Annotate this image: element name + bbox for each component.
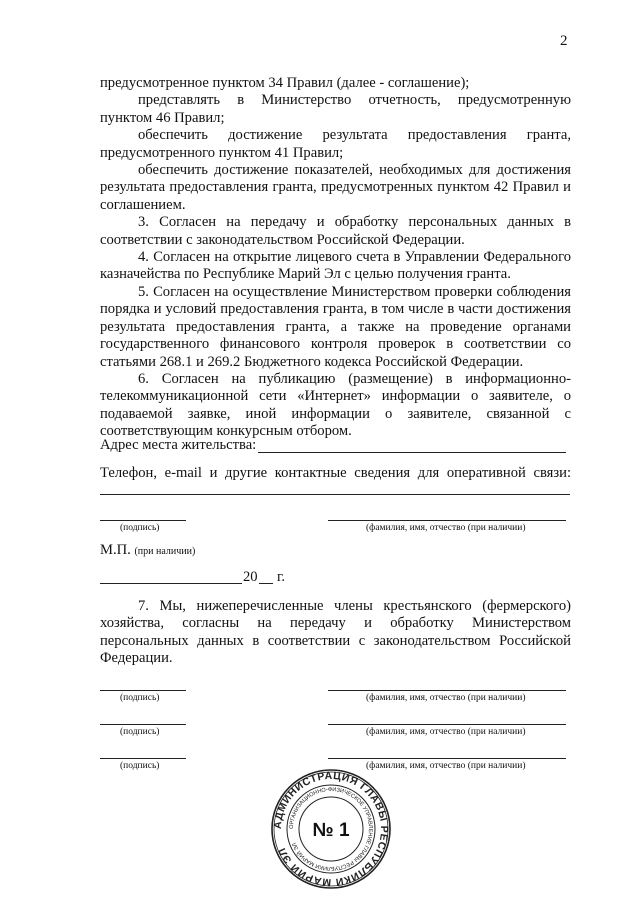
- signature-caption: (подпись): [120, 693, 160, 703]
- paragraph-7-block: [100, 598, 571, 668]
- date-suffix: г.: [277, 569, 285, 585]
- mp-note: (при наличии): [134, 546, 196, 557]
- paragraph: 4. Согласен на открытие лицевого счета в Управлении Федерального казначейства по Республике Марий Эл с целью получения гранта.: [100, 249, 571, 283]
- signature-line[interactable]: [100, 724, 186, 725]
- signature-caption: (подпись): [120, 761, 160, 771]
- fio-line[interactable]: [328, 520, 566, 521]
- stamp-number: № 1: [312, 820, 350, 841]
- fio-line[interactable]: [328, 758, 566, 759]
- date-year: 20: [243, 569, 258, 585]
- mp-text: М.П.: [100, 542, 131, 558]
- fio-caption: (фамилия, имя, отчество (при наличии): [366, 727, 526, 737]
- signature-line[interactable]: [100, 690, 186, 691]
- fio-caption: (фамилия, имя, отчество (при наличии): [366, 523, 526, 533]
- contacts-label: Телефон, e-mail и другие контактные сведения для оперативной связи:: [100, 465, 571, 481]
- body-text: [100, 75, 571, 441]
- official-stamp: [270, 768, 392, 890]
- date-year-line[interactable]: [259, 583, 273, 584]
- paragraph: 5. Согласен на осуществление Министерством проверки соблюдения порядка и условий предоставления гранта, в том числе в части достижения результата предоставления гранта, а также на проведение органами государственного финансового контроля проверок в соответствии со статьями 268.1 и 269.2 Бюджетного кодекса Российской Федерации.: [100, 283, 571, 370]
- paragraph: 7. Мы, нижеперечисленные члены крестьянского (фермерского) хозяйства, согласны на передачу и обработку Министерством персональных данных в соответствии с законодательством Российской Федерации.: [100, 598, 571, 667]
- address-line[interactable]: [258, 452, 566, 453]
- page-number: 2: [560, 33, 568, 49]
- paragraph: обеспечить достижение результата предоставления гранта, предусмотренного пунктом 41 Правил;: [100, 127, 571, 161]
- contacts-line[interactable]: [100, 494, 570, 495]
- paragraph: обеспечить достижение показателей, необходимых для достижения результата предоставления гранта, предусмотренных пунктом 42 Правил и соглашением.: [100, 162, 571, 213]
- signature-caption: (подпись): [120, 523, 160, 533]
- signature-line[interactable]: [100, 520, 186, 521]
- paragraph: 3. Согласен на передачу и обработку персональных данных в соответствии с законодательством Российской Федерации.: [100, 214, 571, 248]
- paragraph: предусмотренное пунктом 34 Правил (далее - соглашение);: [100, 75, 470, 91]
- mp-label: [100, 542, 195, 559]
- fio-line[interactable]: [328, 724, 566, 725]
- fio-caption: (фамилия, имя, отчество (при наличии): [366, 761, 526, 771]
- date-line[interactable]: [100, 583, 242, 584]
- paragraph: 6. Согласен на публикацию (размещение) в информационно-телекоммуникационной сети «Интернет» информации о заявителе, о подаваемой заявке, иной информации о заявителе, связанной с соответствующим конкурсным отбором.: [100, 370, 571, 440]
- signature-caption: (подпись): [120, 727, 160, 737]
- paragraph: представлять в Министерство отчетность, предусмотренную пунктом 46 Правил;: [100, 92, 571, 126]
- address-label: Адрес места жительства:: [100, 437, 257, 453]
- fio-line[interactable]: [328, 690, 566, 691]
- stamp-outer-text: АДМИНИСТРАЦИЯ ГЛАВЫ РЕСПУБЛИКИ МАРИЙ ЭЛ: [271, 769, 391, 889]
- fio-caption: (фамилия, имя, отчество (при наличии): [366, 693, 526, 703]
- signature-line[interactable]: [100, 758, 186, 759]
- stamp-inner-text: ОРГАНИЗАЦИОННО-ФИЗИЧЕСКОЕ УПРАВЛЕНИЕ ГЛАВЫ РЕСПУБЛИКИ МАРИЙ ЭЛ: [288, 786, 374, 872]
